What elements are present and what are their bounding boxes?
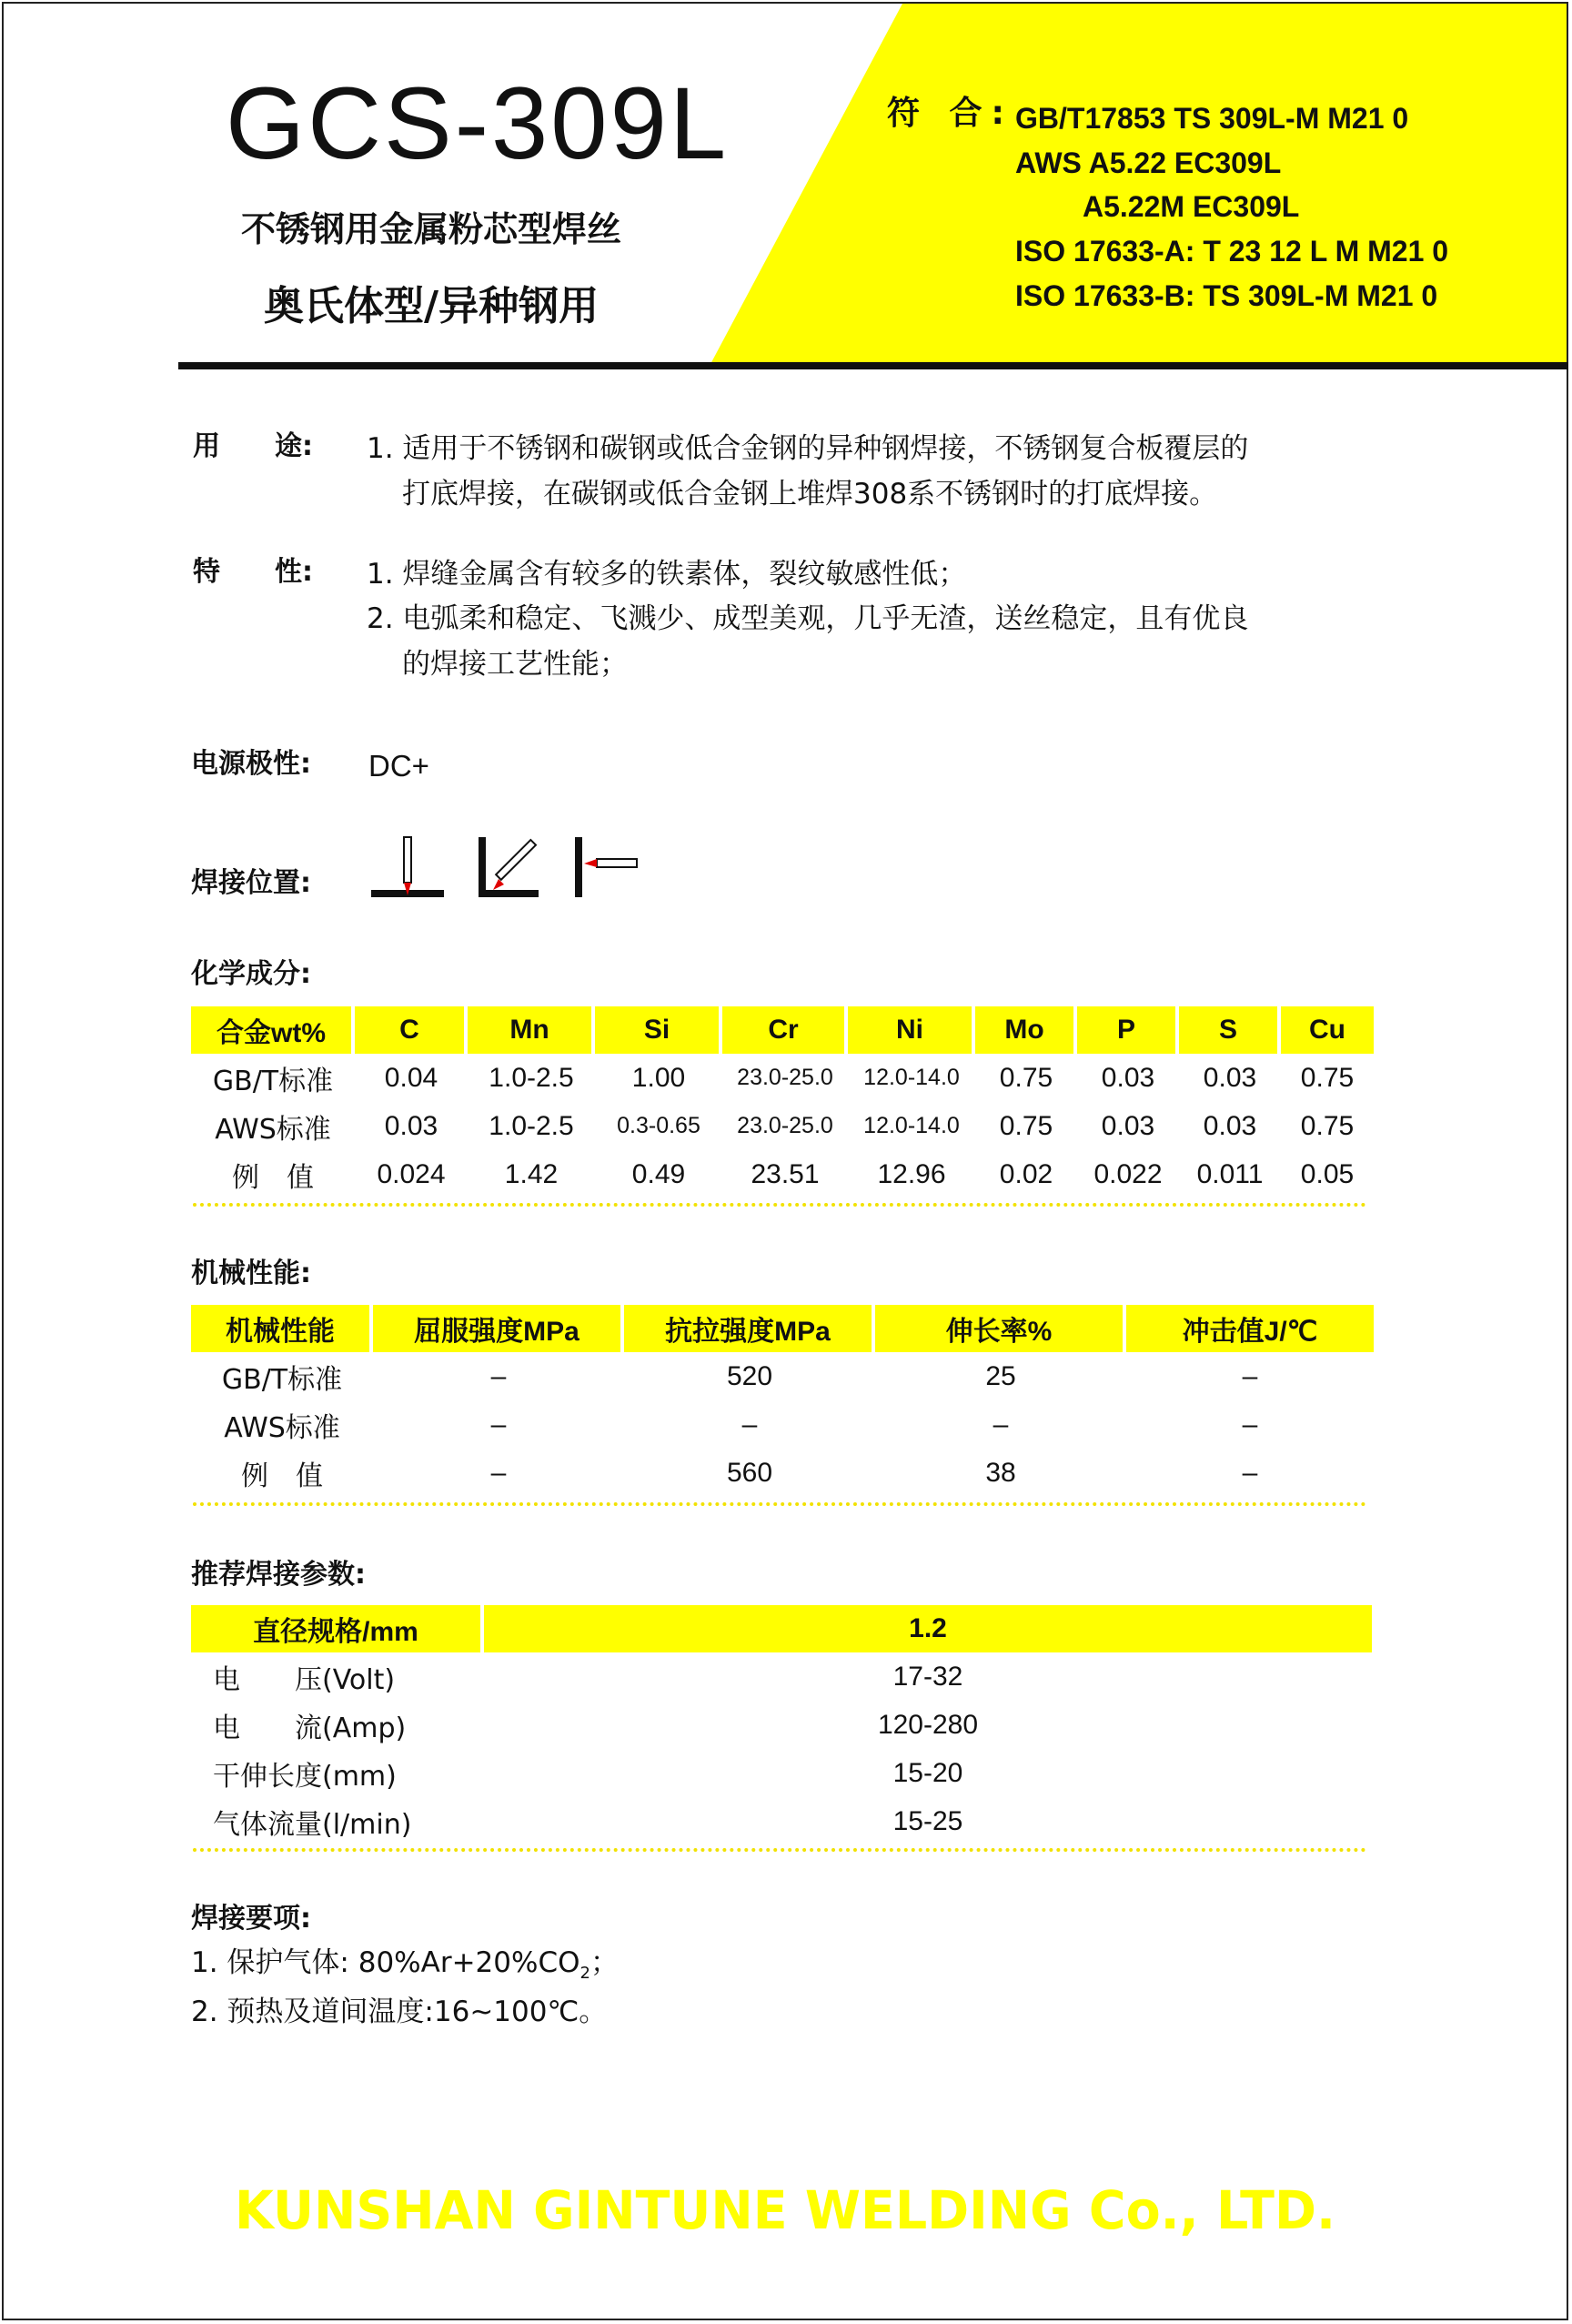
chemistry-header: Si xyxy=(595,1006,722,1054)
dotted-divider xyxy=(193,1203,1366,1207)
table-cell: – xyxy=(490,1409,507,1440)
mechanical-header: 抗拉强度MPa xyxy=(624,1305,875,1352)
chemistry-header: Ni xyxy=(848,1006,975,1054)
table-cell: 12.0-14.0 xyxy=(863,1113,960,1138)
table-cell: 0.3-0.65 xyxy=(617,1113,700,1138)
table-row xyxy=(191,1150,1374,1198)
row-label: AWS标准 xyxy=(215,1113,331,1146)
chemistry-title: 化学成分: xyxy=(191,958,311,990)
chemistry-header: Cr xyxy=(722,1006,848,1054)
table-cell: 520 xyxy=(726,1360,773,1391)
usage-line-2: 打底焊接，在碳钢或低合金钢上堆焊308系不锈钢时的打底焊接。 xyxy=(402,478,1218,510)
polarity-label: 电源极性: xyxy=(191,748,311,780)
parameters-title: 推荐焊接参数: xyxy=(191,1559,366,1591)
standard-aws: AWS A5.22 EC309L xyxy=(1015,147,1282,179)
horizontal-position-icon xyxy=(575,837,637,897)
table-cell: 0.03 xyxy=(384,1110,438,1141)
row-label: 干伸长度(mm) xyxy=(213,1760,397,1793)
chemistry-header: C xyxy=(355,1006,468,1054)
table-row xyxy=(191,1054,1374,1102)
company-footer xyxy=(226,2179,1345,2243)
table-row xyxy=(191,1749,1372,1797)
flat-position-icon xyxy=(371,837,444,897)
table-cell: 0.75 xyxy=(999,1062,1053,1093)
table-row xyxy=(191,1701,1372,1749)
table-cell: 1.42 xyxy=(504,1158,559,1189)
table-cell: 12.0-14.0 xyxy=(863,1065,960,1090)
table-row xyxy=(191,1449,1374,1497)
mechanical-table xyxy=(191,1305,1374,1497)
table-cell: – xyxy=(993,1409,1009,1440)
table-cell: 12.96 xyxy=(877,1158,946,1189)
table-cell: 0.49 xyxy=(631,1158,686,1189)
horizontal-fillet-icon xyxy=(479,837,539,897)
mechanical-header: 屈服强度MPa xyxy=(373,1305,624,1352)
table-cell: – xyxy=(741,1409,758,1440)
table-row xyxy=(191,1652,1372,1701)
polarity-value: DC+ xyxy=(368,749,429,783)
mechanical-header-row xyxy=(191,1305,1374,1352)
row-label: 例 值 xyxy=(241,1460,323,1492)
row-label: 气体流量(l/min) xyxy=(213,1808,412,1841)
mechanical-header: 冲击值J/℃ xyxy=(1126,1305,1374,1352)
usage-line-1: 1. 适用于不锈钢和碳钢或低合金钢的异种钢焊接，不锈钢复合板覆层的 xyxy=(367,432,1249,465)
table-cell: 0.04 xyxy=(384,1062,438,1093)
chemistry-table xyxy=(191,1006,1374,1198)
table-cell: 1.0-2.5 xyxy=(489,1062,574,1093)
features-line-3: 的焊接工艺性能； xyxy=(402,648,628,681)
chemistry-header: Cu xyxy=(1281,1006,1374,1054)
table-cell: – xyxy=(1242,1360,1258,1391)
note-gas-suffix: ； xyxy=(590,1946,619,1979)
row-label: GB/T标准 xyxy=(212,1065,334,1097)
welding-positions-icons xyxy=(364,830,646,903)
chemistry-header: Mn xyxy=(468,1006,595,1054)
table-cell: 23.0-25.0 xyxy=(737,1113,833,1138)
table-cell: 0.022 xyxy=(1093,1158,1163,1189)
table-cell: – xyxy=(1242,1457,1258,1488)
table-cell: 23.51 xyxy=(751,1158,820,1189)
table-row xyxy=(191,1400,1374,1449)
header-rule xyxy=(178,362,1568,369)
company-name: KUNSHAN GINTUNE WELDING Co., LTD. xyxy=(235,2179,1335,2241)
table-cell: 120-280 xyxy=(877,1709,979,1740)
usage-label: 用 途: xyxy=(193,430,313,462)
table-cell: 17-32 xyxy=(892,1661,963,1692)
row-label: 电 流(Amp) xyxy=(213,1712,407,1744)
parameters-header: 直径规格/mm xyxy=(191,1605,484,1652)
standard-gb: GB/T17853 TS 309L-M M21 0 xyxy=(1015,102,1409,135)
parameters-header-row xyxy=(191,1605,1372,1652)
standard-iso-b: ISO 17633-B: TS 309L-M M21 0 xyxy=(1015,279,1438,312)
positions-label: 焊接位置: xyxy=(191,867,311,899)
features-line-2: 2. 电弧柔和稳定、飞溅少、成型美观，几乎无渣，送丝稳定，且有优良 xyxy=(367,602,1249,635)
table-cell: 0.05 xyxy=(1300,1158,1355,1189)
dotted-divider xyxy=(193,1502,1366,1506)
note-line-1 xyxy=(191,1946,619,1984)
parameters-header: 1.2 xyxy=(484,1605,1372,1652)
note-line-2: 2. 预热及道间温度:16~100℃。 xyxy=(191,1996,608,2028)
table-cell: 0.011 xyxy=(1196,1158,1264,1189)
row-label: AWS标准 xyxy=(224,1411,340,1444)
features-label: 特 性: xyxy=(193,556,313,588)
dotted-divider xyxy=(193,1848,1366,1852)
table-cell: 0.03 xyxy=(1101,1062,1155,1093)
table-cell: – xyxy=(1242,1409,1258,1440)
table-row xyxy=(191,1352,1374,1400)
table-cell: – xyxy=(490,1360,507,1391)
table-cell: 1.00 xyxy=(631,1062,686,1093)
mechanical-header: 伸长率% xyxy=(875,1305,1126,1352)
table-cell: 1.0-2.5 xyxy=(489,1110,574,1141)
features-line-1: 1. 焊缝金属含有较多的铁素体，裂纹敏感性低； xyxy=(367,558,967,591)
chemistry-header: Mo xyxy=(975,1006,1077,1054)
table-cell: 0.75 xyxy=(1300,1062,1355,1093)
table-cell: 15-25 xyxy=(892,1805,963,1836)
chemistry-header-row xyxy=(191,1006,1374,1054)
table-cell: 25 xyxy=(985,1360,1016,1391)
table-cell: 0.03 xyxy=(1203,1062,1257,1093)
table-cell: 0.03 xyxy=(1203,1110,1257,1141)
table-row xyxy=(191,1797,1372,1845)
row-label: GB/T标准 xyxy=(221,1363,343,1396)
table-cell: 0.024 xyxy=(377,1158,446,1189)
table-cell: 15-20 xyxy=(892,1757,963,1788)
standard-aws-m: A5.22M EC309L xyxy=(1083,190,1300,223)
note-gas-text: 1. 保护气体: 80%Ar+20%CO xyxy=(191,1946,580,1979)
product-category: 不锈钢用金属粉芯型焊丝 xyxy=(241,209,622,249)
chemistry-header: 合金wt% xyxy=(191,1006,355,1054)
table-cell: – xyxy=(490,1457,507,1488)
standards-label: 符 合: xyxy=(887,95,1013,132)
chemistry-header: P xyxy=(1077,1006,1179,1054)
row-label: 例 值 xyxy=(232,1161,314,1194)
mechanical-title: 机械性能: xyxy=(191,1258,311,1289)
table-row xyxy=(191,1102,1374,1150)
table-cell: 0.02 xyxy=(999,1158,1053,1189)
row-label: 电 压(Volt) xyxy=(213,1663,396,1696)
table-cell: 38 xyxy=(985,1457,1016,1488)
product-model: GCS-309L xyxy=(226,66,730,180)
table-cell: 0.75 xyxy=(999,1110,1053,1141)
product-type: 奥氏体型/异种钢用 xyxy=(264,283,600,329)
table-cell: 23.0-25.0 xyxy=(737,1065,833,1090)
notes-title: 焊接要项: xyxy=(191,1903,311,1935)
standard-iso-a: ISO 17633-A: T 23 12 L M M21 0 xyxy=(1015,235,1449,268)
table-cell: 560 xyxy=(726,1457,773,1488)
parameters-table xyxy=(191,1605,1372,1845)
chemistry-header: S xyxy=(1179,1006,1281,1054)
mechanical-header: 机械性能 xyxy=(191,1305,373,1352)
note-gas-subscript: 2 xyxy=(579,1964,590,1984)
table-cell: 0.75 xyxy=(1300,1110,1355,1141)
table-cell: 0.03 xyxy=(1101,1110,1155,1141)
